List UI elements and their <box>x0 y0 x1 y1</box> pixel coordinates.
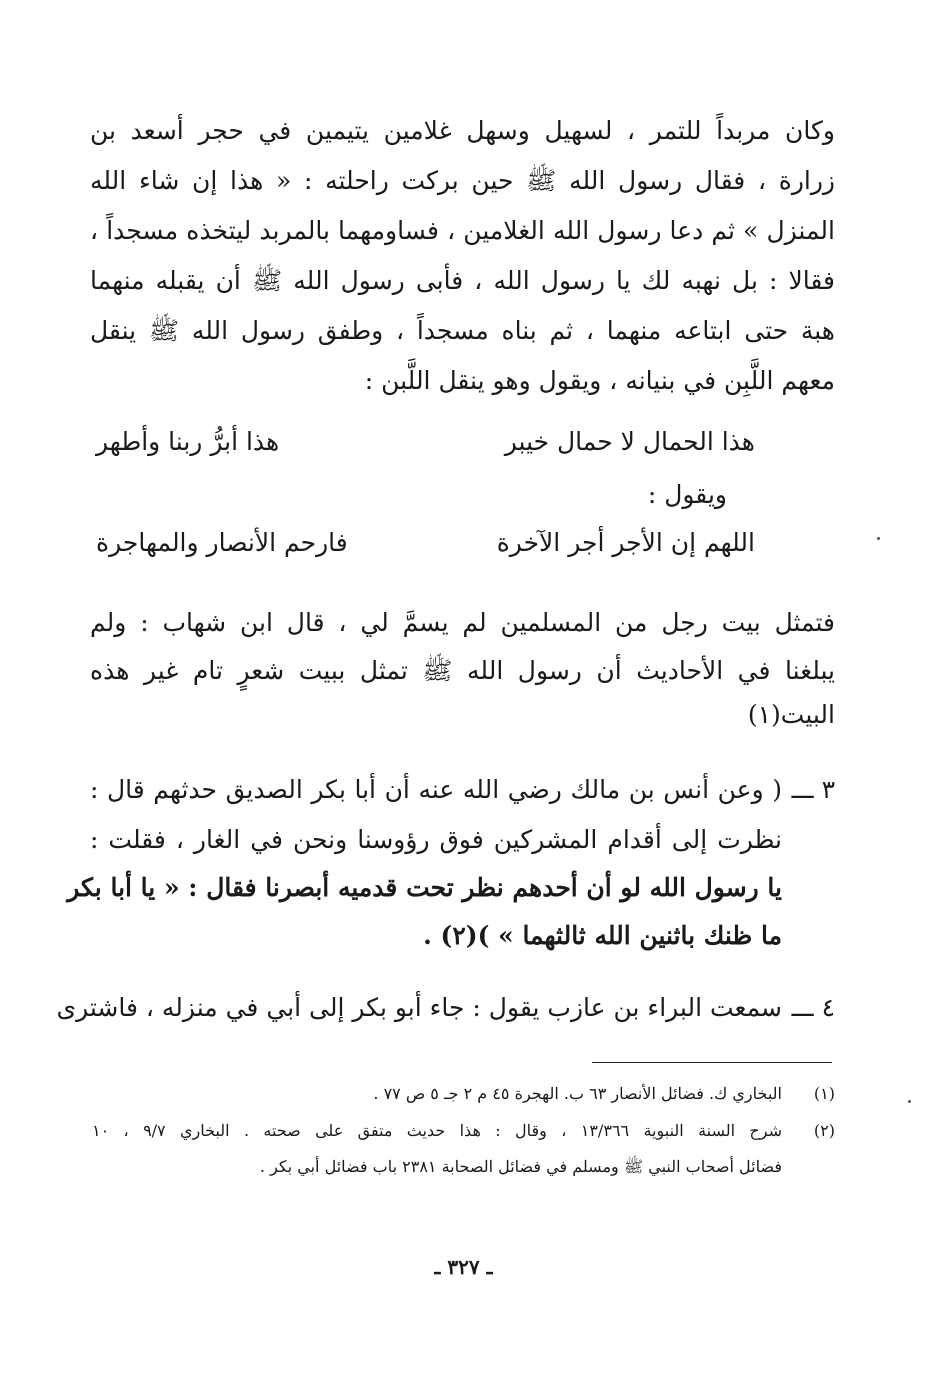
body-line: وكان مربداً للتمر ، لسهيل وسهل غلامين يتيمين في حجر أسعد بن <box>90 116 835 145</box>
footnote-text: البخاري ك. فضائل الأنصار ٦٣ ب. الهجرة ٤٥ م ٢ جـ ٥ ص ٧٧ . <box>373 1084 782 1103</box>
footnote-marker: (١) <box>813 1084 835 1103</box>
footnote-marker: (٢) <box>813 1121 835 1140</box>
verse-hemistich-left: فارحم الأنصار والمهاجرة <box>96 528 348 557</box>
body-line: فتمثل بيت رجل من المسلمين لم يسمَّ لي ، قال ابن شهاب : ولم <box>90 608 835 637</box>
scan-speck <box>908 1100 911 1103</box>
body-line: يبلغنا في الأحاديث أن رسول الله ﷺ تمثل ببيت شعرٍ تام غير هذه <box>90 656 835 685</box>
verse-hemistich-right: اللهم إن الأجر أجر الآخرة <box>496 528 755 557</box>
footnote-text: فضائل أصحاب النبي ﷺ ومسلم في فضائل الصحابة ٢٣٨١ باب فضائل أبي بكر . <box>259 1157 782 1176</box>
body-line: سمعت البراء بن عازب يقول : جاء أبو بكر إلى أبي في منزله ، فاشترى <box>56 993 782 1022</box>
verse-intro: ويقول : <box>647 480 727 509</box>
body-line: هبة حتى ابتاعه منهما ، ثم بناه مسجداً ، وطفق رسول الله ﷺ ينقل <box>90 316 835 345</box>
body-line: ( وعن أنس بن مالك رضي الله عنه أن أبا بكر الصديق حدثهم قال : <box>90 775 782 804</box>
item-number: ٤ ـــ <box>791 993 835 1022</box>
page-number: ـ ٣٢٧ ـ <box>434 1255 493 1279</box>
body-line: نظرت إلى أقدام المشركين فوق رؤوسنا ونحن في الغار ، فقلت : <box>90 825 782 854</box>
body-line: المنزل » ثم دعا رسول الله الغلامين ، فساومهما بالمربد ليتخذه مسجداً ، <box>90 216 835 245</box>
body-line <box>90 166 835 196</box>
item-number: ٣ ـــ <box>791 775 835 804</box>
verse-hemistich-left: هذا أبرُّ ربنا وأطهر <box>96 427 280 456</box>
body-line: معهم اللَّبِن في بنيانه ، ويقول وهو ينقل اللَّبن : <box>364 366 835 395</box>
body-line: ما ظنك باثنين الله ثالثهما » )(٢) . <box>423 921 782 950</box>
body-line: فقالا : بل نهبه لك يا رسول الله ، فأبى رسول الله ﷺ أن يقبله منهما <box>90 266 835 295</box>
body-line: البيت(١) <box>747 700 835 729</box>
footnote-text: شرح السنة النبوية ١٣/٣٦٦ ، وقال : هذا حديث متفق على صحته . البخاري ٩/٧ ، ١٠ <box>92 1121 782 1140</box>
scan-speck <box>877 537 880 540</box>
footnote-rule <box>592 1062 832 1063</box>
verse-hemistich-right: هذا الحمال لا حمال خيبر <box>504 427 755 456</box>
body-line: يا رسول الله لو أن أحدهم نظر تحت قدميه أبصرنا فقال : « يا أبا بكر <box>67 873 782 902</box>
text-segment: زرارة ، فقال رسول الله ﷺ حين بركت راحلته : « هذا إن شاء الله <box>90 166 835 195</box>
